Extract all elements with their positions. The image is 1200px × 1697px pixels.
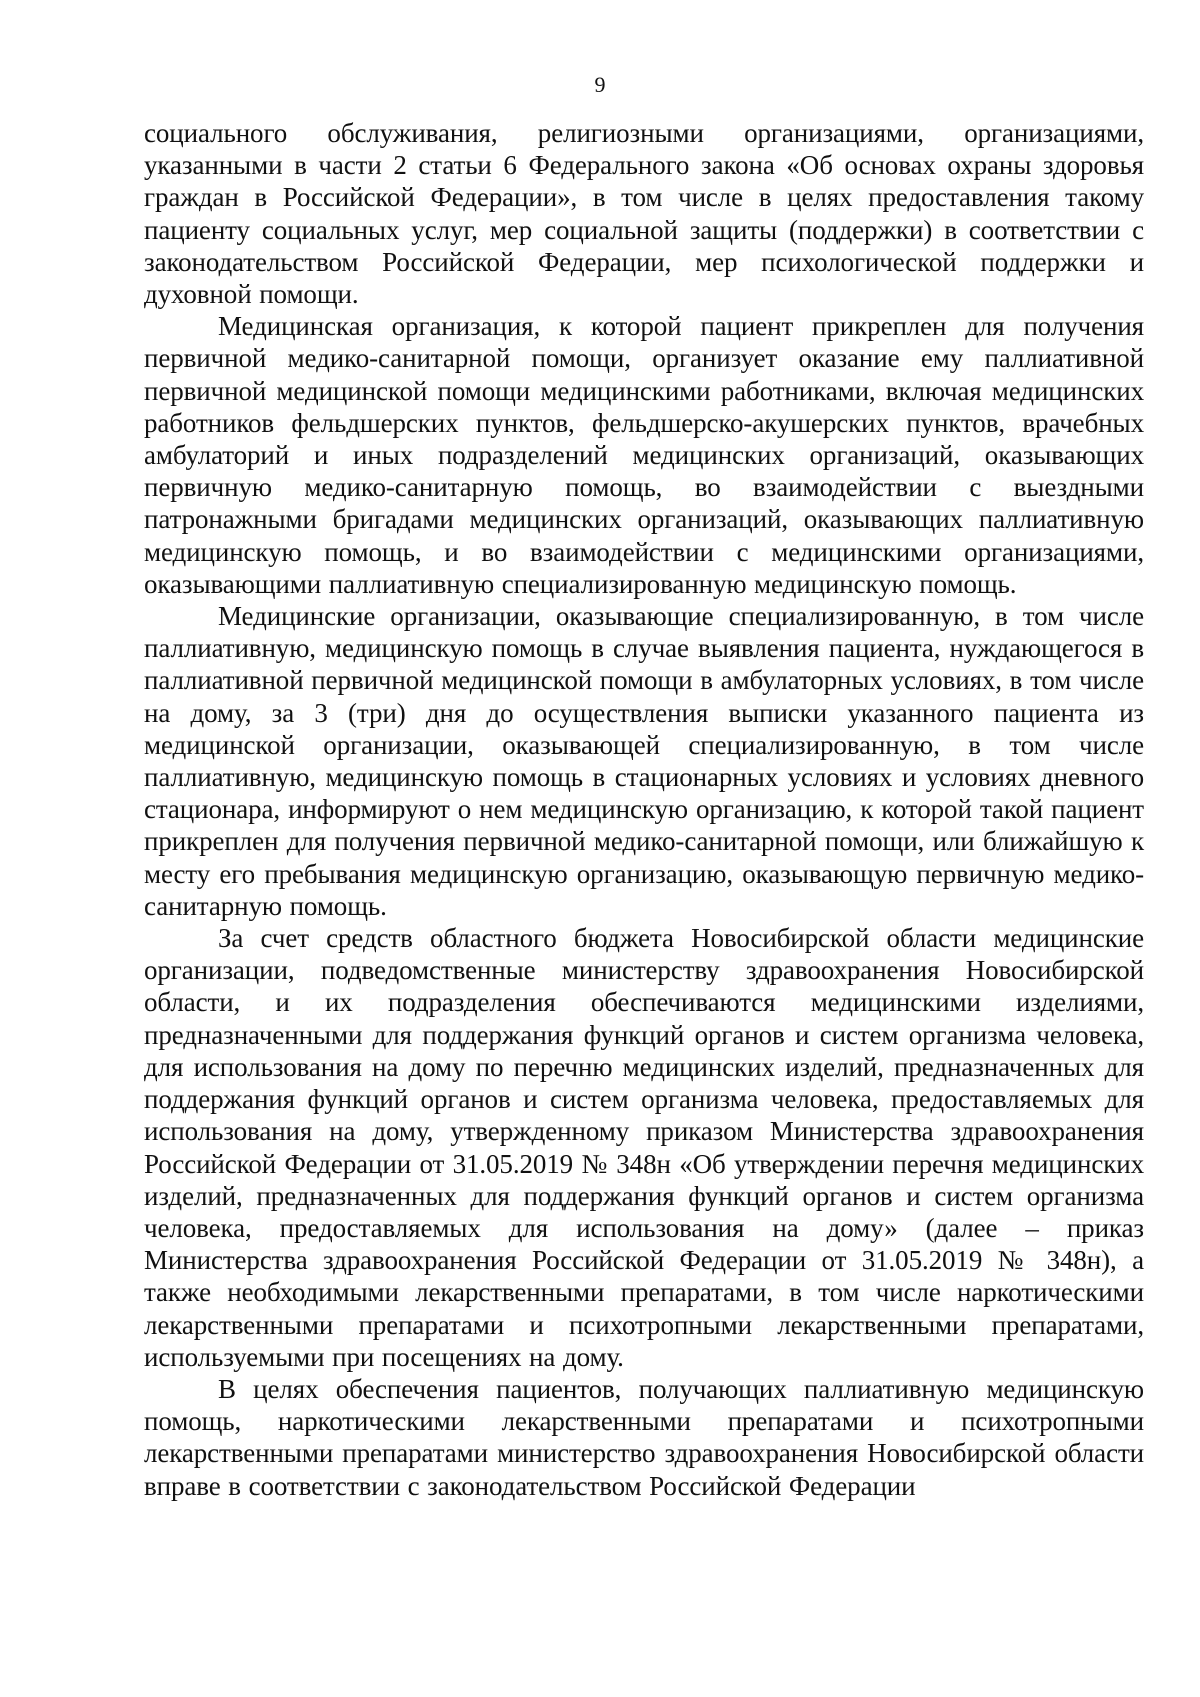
paragraph-narcotic-provision: В целях обеспечения пациентов, получающих паллиативную медицинскую помощь, наркотическими лекарственными препаратами и психотропными лекарственными препаратами министерство здравоохранения Новосибирской области вправе в соответствии с законодательством Российской Федерации <box>144 1373 1144 1501</box>
page-number: 9 <box>594 72 606 97</box>
paragraph-specialized-care: Медицинские организации, оказывающие специализированную, в том числе паллиативную, медицинскую помощь в случае выявления пациента, нуждающегося в паллиативной первичной медицинской помощи в амбулаторных условиях, в том числе на дому, за 3 (три) дня до осуществления выписки указанного пациента из медицинской организации, оказывающей специализированную, в том числе паллиативную, медицинскую помощь в стационарных условиях и условиях дневного стационара, информируют о нем медицинскую организацию, к которой такой пациент прикреплен для получения первичной медико-санитарной помощи, или ближайшую к месту его пребывания медицинскую организацию, оказывающую первичную медико-санитарную помощь. <box>144 601 1144 921</box>
paragraph-primary-care: Медицинская организация, к которой пациент прикреплен для получения первичной медико-санитарной помощи, организует оказание ему паллиативной первичной медицинской помощи медицинскими работниками, включая медицинских работников фельдшерских пунктов, фельдшерско-акушерских пунктов, врачебных амбулаторий и иных подразделений медицинских организаций, оказывающих первичную медико-санитарную помощь, во взаимодействии с выездными патронажными бригадами медицинских организаций, оказывающих паллиативную медицинскую помощь, и во взаимодействии с медицинскими организациями, оказывающими паллиативную специализированную медицинскую помощь. <box>144 311 1144 599</box>
document-body <box>144 117 1144 1502</box>
paragraph-regional-budget: За счет средств областного бюджета Новосибирской области медицинские организации, подведомственные министерству здравоохранения Новосибирской области, и их подразделения обеспечиваются медицинскими изделиями, предназначенными для поддержания функций органов и систем организма человека, для использования на дому по перечню медицинских изделий, предназначенных для поддержания функций органов и систем организма человека, предоставляемых для использования на дому, утвержденному приказом Министерства здравоохранения Российской Федерации от 31.05.2019 № 348н «Об утверждении перечня медицинских изделий, предназначенных для поддержания функций органов и систем организма человека, предоставляемых для использования на дому» (далее – приказ Министерства здравоохранения Российской Федерации от 31.05.2019 № 348н), а также необходимыми лекарственными препаратами, в том числе наркотическими лекарственными препаратами и психотропными лекарственными препаратами, используемыми при посещениях на дому. <box>144 923 1144 1372</box>
paragraph-continuation: социального обслуживания, религиозными организациями, организациями, указанными в части 2 статьи 6 Федерального закона «Об основах охраны здоровья граждан в Российской Федерации», в том числе в целях предоставления такому пациенту социальных услуг, мер социальной защиты (поддержки) в соответствии с законодательством Российской Федерации, мер психологической поддержки и духовной помощи. <box>144 118 1144 310</box>
